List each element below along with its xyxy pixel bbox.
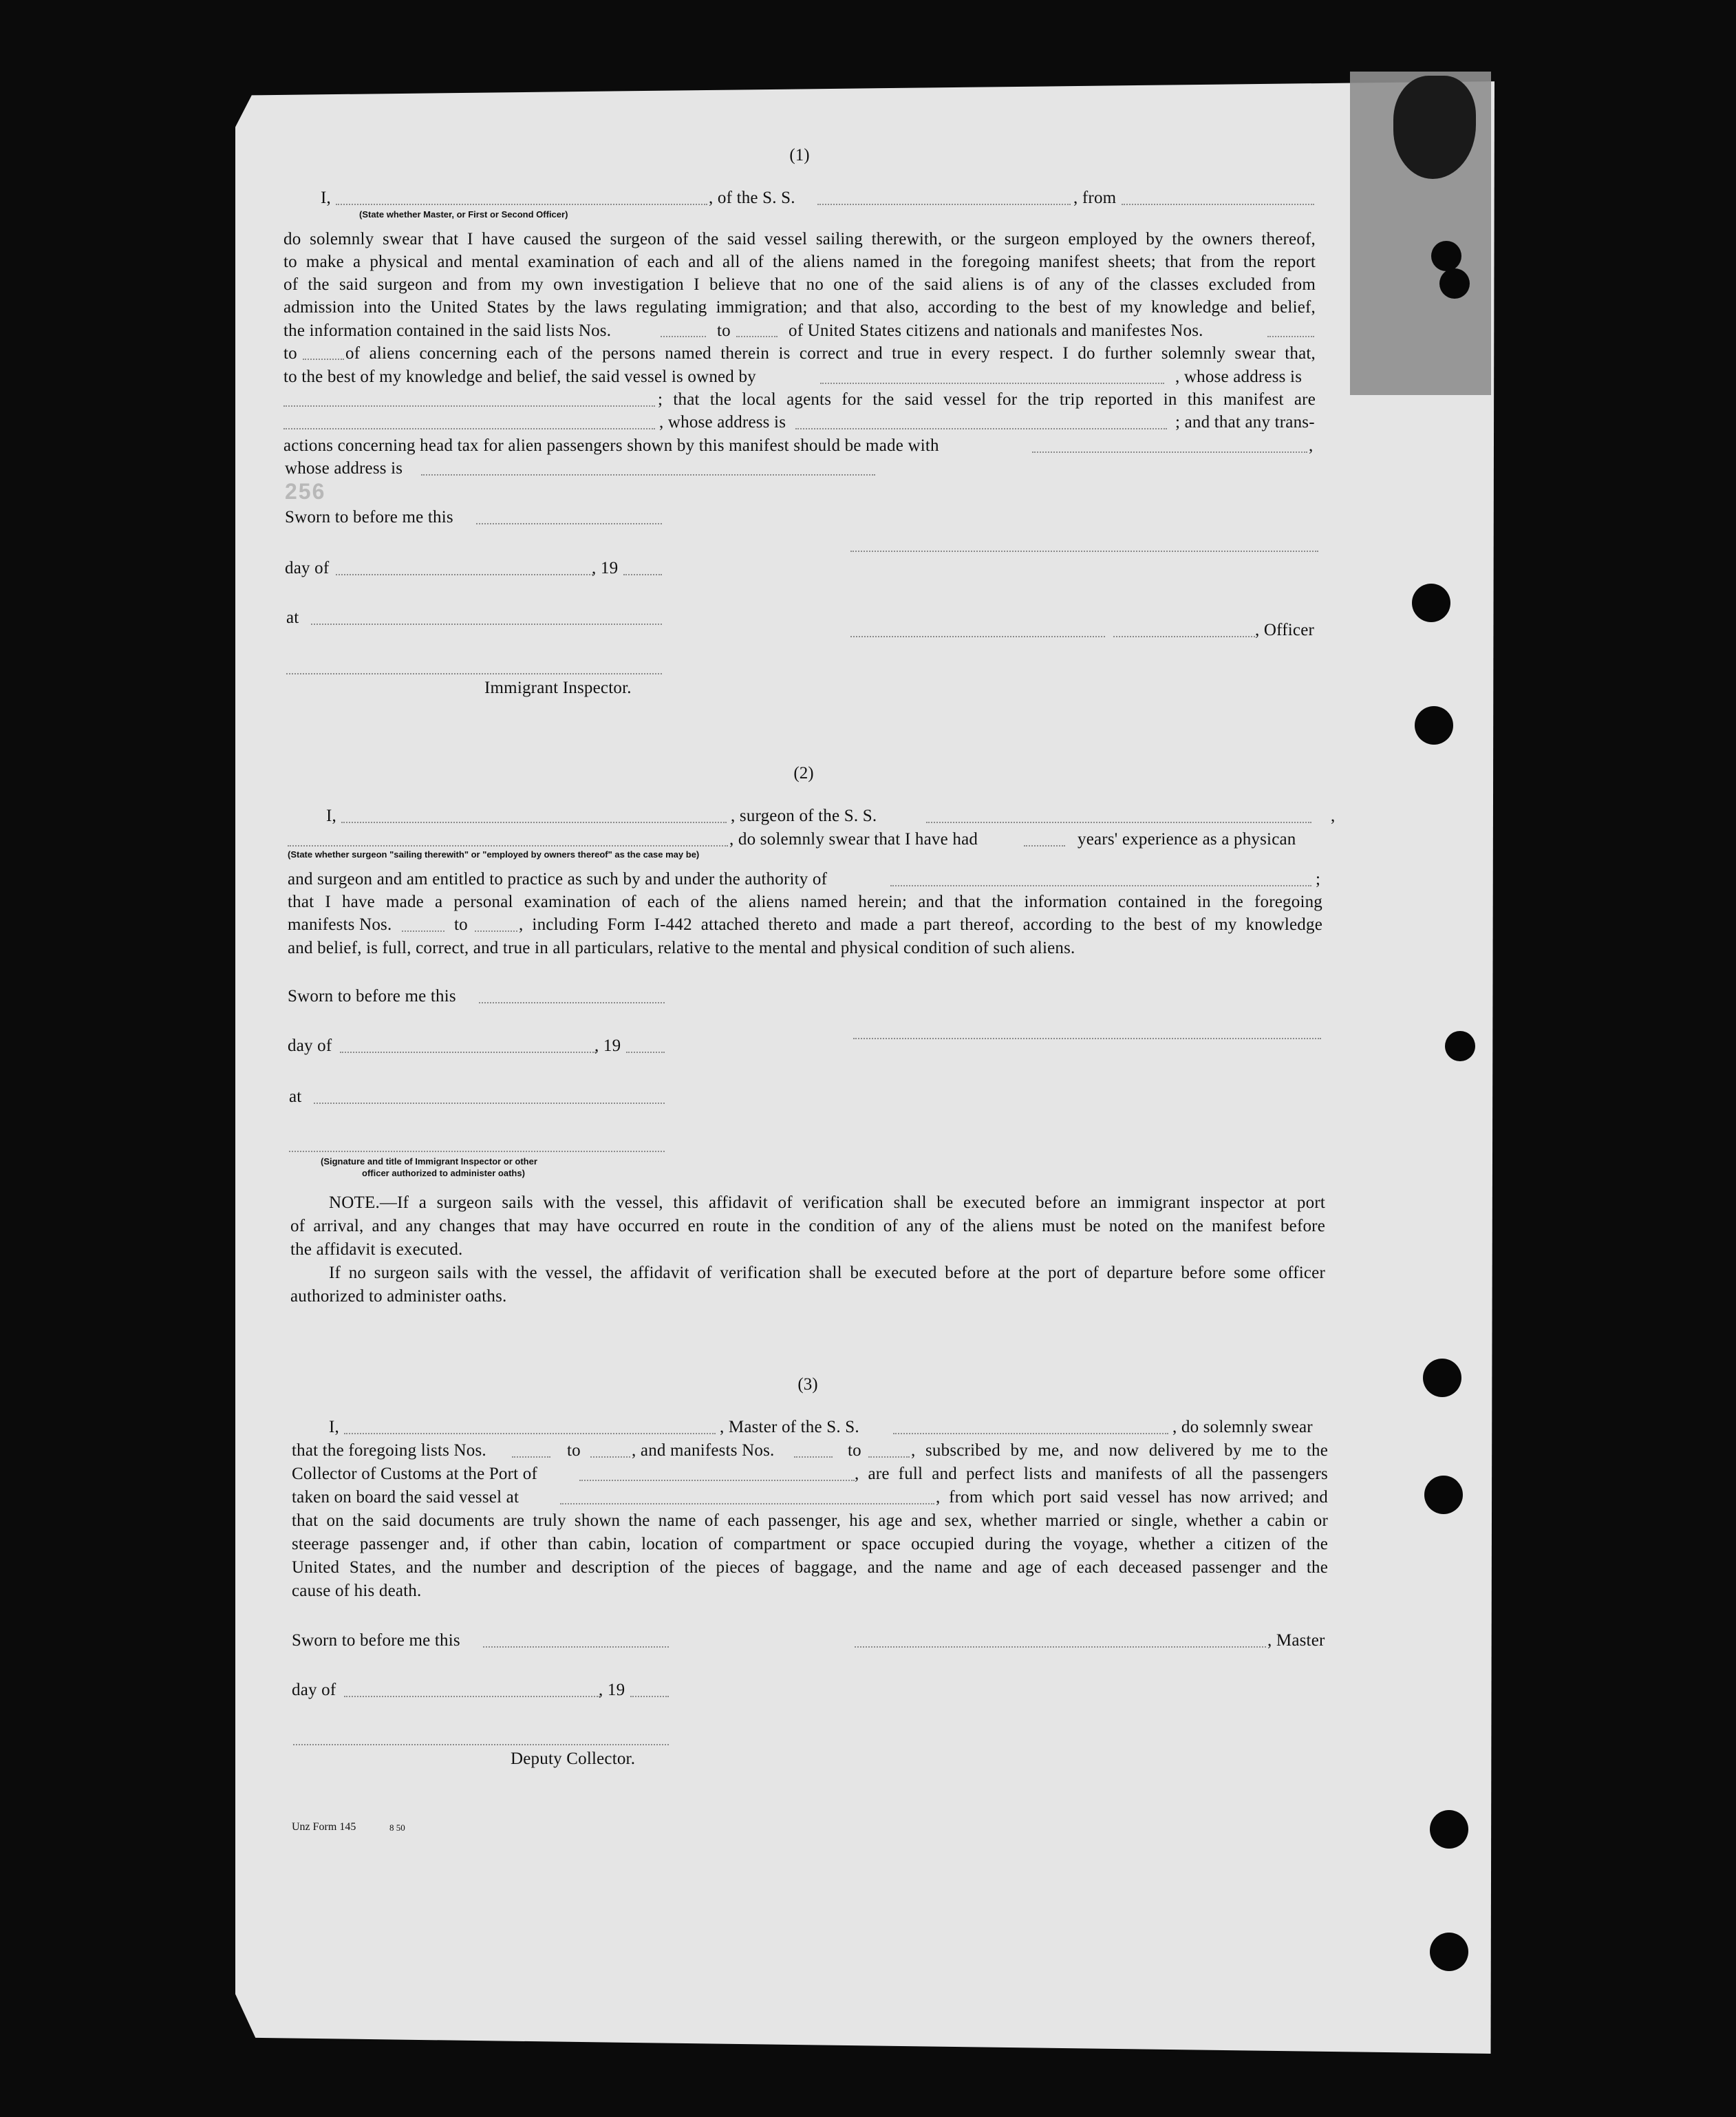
- s2-19: , 19: [594, 1036, 621, 1055]
- s2-surgeon: , surgeon of the S. S.: [731, 807, 877, 825]
- s3-swear: , do solemnly swear: [1172, 1418, 1313, 1436]
- s1-year-line: [623, 574, 662, 575]
- s1-head-tax: actions concerning head tax for alien passengers shown by this manifest should be made with: [283, 436, 939, 455]
- document-page: [235, 67, 1494, 2054]
- s3-line4-b: , from which port said vessel has now arrived; and: [936, 1488, 1328, 1507]
- form-number: Unz Form 145: [292, 1821, 356, 1833]
- s3-line3-a: Collector of Customs at the Port of: [292, 1465, 537, 1483]
- s2-sig-note-2: officer authorized to administer oaths): [362, 1168, 525, 1178]
- s1-body-2: to make a physical and mental examination of each and all of the aliens named in the foregoing manifest sheets; that from the report: [283, 253, 1316, 271]
- s1-info-b: to: [717, 321, 731, 340]
- s3-line2-b: to: [567, 1441, 581, 1460]
- s3-vessel-port-line: [560, 1503, 934, 1504]
- punch-hole: [1431, 241, 1461, 271]
- s3-line2-a: that the foregoing lists Nos.: [292, 1441, 486, 1460]
- s3-line2-c: , and manifests Nos.: [632, 1441, 775, 1460]
- s1-sworn-line: [476, 523, 662, 524]
- s2-years-line: [1024, 845, 1065, 847]
- s3-master-label: , Master: [1267, 1631, 1325, 1650]
- s3-year-line: [630, 1696, 669, 1697]
- s3-body-2: steerage passenger and, if other than cabin, location of compartment or space occupied during the voyage, whether a citizen of the: [292, 1535, 1328, 1553]
- s1-officer-line-b: [1113, 636, 1255, 637]
- s1-19: , 19: [592, 559, 619, 577]
- s1-manifest-to-line: [303, 359, 344, 360]
- s3-manifest-no-line: [794, 1456, 833, 1458]
- s1-from: , from: [1073, 189, 1117, 207]
- s1-to-a: to: [283, 344, 297, 363]
- section-3-number: (3): [797, 1375, 818, 1394]
- s3-list-no-line: [512, 1456, 550, 1458]
- s1-of-ss: , of the S. S.: [709, 189, 795, 207]
- s3-body-4: cause of his death.: [292, 1582, 422, 1600]
- s1-info-a: the information contained in the said lists Nos.: [283, 321, 612, 340]
- page-number-stamp: 256: [285, 479, 326, 504]
- s2-line2-a: , do solemnly swear that I have had: [729, 830, 978, 849]
- s1-list-to-line: [736, 336, 778, 337]
- s2-sworn-line: [479, 1002, 665, 1003]
- s1-day-of: day of: [285, 559, 330, 577]
- punch-hole: [1423, 1359, 1461, 1397]
- note-p2-line2: authorized to administer oaths.: [290, 1287, 507, 1306]
- s2-line5-a: manifests Nos.: [288, 915, 392, 934]
- s2-line5-c: , including Form I-442 attached thereto and made a part thereof, according to the best of my knowledge: [519, 915, 1322, 934]
- s2-line6: and belief, is full, correct, and true in all particulars, relative to the mental and physical condition of such aliens.: [288, 939, 1075, 957]
- s2-I: I,: [326, 807, 336, 825]
- punch-hole: [1445, 1031, 1475, 1061]
- s2-line5-b: to: [454, 915, 468, 934]
- section-1-number: (1): [789, 146, 810, 164]
- s3-line3-b: , are full and perfect lists and manifests of all the passengers: [855, 1465, 1328, 1483]
- s3-master-sig-line: [855, 1646, 1266, 1648]
- s1-whose-b: ; and that any trans-: [1175, 413, 1315, 432]
- s3-list-to-line: [590, 1456, 630, 1458]
- s1-comma: ,: [1309, 436, 1314, 455]
- punch-hole: [1415, 706, 1453, 745]
- s3-deputy-line: [293, 1744, 669, 1745]
- s2-name-line: [341, 822, 727, 823]
- s3-sworn-line: [483, 1646, 669, 1648]
- note-p1-line2: of arrival, and any changes that may have occurred en route in the condition of any of the aliens must be noted on the manifest before: [290, 1217, 1325, 1235]
- s1-owner-line: [820, 383, 1164, 384]
- s1-manifest-no-line: [1267, 336, 1314, 337]
- s1-master-note: (State whether Master, or First or Second Officer): [359, 209, 568, 220]
- s2-manifest-to-line: [475, 930, 517, 932]
- s2-line2-b: years' experience as a physican: [1078, 830, 1296, 849]
- note-p2-line1: If no surgeon sails with the vessel, the affidavit of verification shall be executed before at the port of departure before some officer: [329, 1264, 1325, 1282]
- s1-ss-line: [817, 204, 1071, 205]
- s3-ss-line: [893, 1433, 1168, 1434]
- s1-I: I,: [321, 189, 331, 207]
- s1-body-3: of the said surgeon and from my own investigation I believe that no one of the said aliens is of any of the classes excluded from: [283, 275, 1316, 294]
- s1-sworn: Sworn to before me this: [285, 508, 453, 526]
- s3-master: , Master of the S. S.: [720, 1418, 859, 1436]
- s1-day-line: [336, 574, 593, 575]
- s2-signature-line: [853, 1038, 1321, 1039]
- s3-line2-d: to: [848, 1441, 861, 1460]
- s1-at: at: [286, 608, 299, 627]
- s1-inspector-line: [286, 673, 662, 674]
- punch-hole: [1412, 584, 1450, 622]
- s1-name-line: [336, 204, 707, 205]
- s3-manifest-to-line: [868, 1456, 910, 1458]
- s3-day-of: day of: [292, 1681, 336, 1699]
- punch-hole: [1439, 268, 1470, 299]
- s1-body-4: admission into the United States by the laws regulating immigration; and that also, according to the best of my knowledge and belief,: [283, 298, 1316, 317]
- s1-body-1: do solemnly swear that I have caused the surgeon of the said vessel sailing therewith, or the surgeon employed by the owners thereof,: [283, 230, 1316, 248]
- s3-I: I,: [329, 1418, 339, 1436]
- s3-day-line: [344, 1696, 600, 1697]
- s1-to-b: of aliens concerning each of the persons named therein is correct and true in every respect. I do further solemnly swear that,: [345, 344, 1316, 363]
- s3-body-1: that on the said documents are truly shown the name of each passenger, his age and sex, whether married or single, whether a cabin or: [292, 1511, 1328, 1530]
- punch-hole: [1424, 1476, 1463, 1514]
- s1-whose-a: , whose address is: [659, 413, 786, 432]
- s3-name-line: [344, 1433, 716, 1434]
- s3-body-3: United States, and the number and description of the pieces of baggage, and the name and age of each deceased passenger and the: [292, 1558, 1328, 1577]
- punch-hole: [1430, 1933, 1468, 1971]
- s2-role-line: [288, 845, 728, 847]
- s2-semicolon: ;: [1316, 870, 1321, 889]
- s1-whose-last: whose address is: [285, 459, 403, 478]
- s1-owned-a: to the best of my knowledge and belief, the said vessel is owned by: [283, 368, 756, 386]
- s2-authority-line: [890, 885, 1311, 886]
- s3-port-line: [579, 1480, 855, 1481]
- s1-agent-address-line: [795, 428, 1167, 429]
- s3-sworn: Sworn to before me this: [292, 1631, 460, 1650]
- s1-address-line: [283, 405, 655, 407]
- s2-at-line: [314, 1103, 665, 1104]
- s1-owned-b: , whose address is: [1175, 368, 1303, 386]
- note-p1-line1: NOTE.—If a surgeon sails with the vessel, this affidavit of verification shall be executed before an immigrant inspector at port: [329, 1193, 1325, 1212]
- s2-manifest-no-line: [402, 930, 444, 932]
- s2-day-of: day of: [288, 1036, 332, 1055]
- s1-head-tax-line: [1032, 451, 1307, 453]
- s2-surgeon-note: (State whether surgeon "sailing therewith" or "employed by owners thereof" as the case may be): [288, 849, 700, 860]
- s2-comma: ,: [1331, 807, 1336, 825]
- s1-from-line: [1122, 204, 1314, 205]
- s1-info-c: of United States citizens and nationals and manifestes Nos.: [789, 321, 1203, 340]
- punch-hole: [1430, 1810, 1468, 1849]
- s2-line4: that I have made a personal examination of each of the aliens named herein; and that the information contained in the foregoing: [288, 893, 1322, 911]
- s3-deputy: Deputy Collector.: [511, 1749, 636, 1768]
- s1-agents: ; that the local agents for the said vessel for the trip reported in this manifest are: [658, 390, 1316, 409]
- s1-last-address-line: [421, 474, 875, 476]
- s2-at: at: [289, 1087, 302, 1106]
- s3-19: , 19: [599, 1681, 625, 1699]
- s2-sworn: Sworn to before me this: [288, 987, 456, 1006]
- s3-line2-e: , subscribed by me, and now delivered by me to the: [911, 1441, 1328, 1460]
- s1-officer-line-a: [850, 636, 1105, 637]
- s2-ss-line: [926, 822, 1311, 823]
- s1-at-line: [311, 624, 662, 625]
- s1-agents-line: [283, 428, 655, 429]
- s1-signature-line: [850, 551, 1318, 552]
- s2-sig-note-1: (Signature and title of Immigrant Inspector or other: [321, 1156, 537, 1167]
- s2-year-line: [626, 1052, 665, 1053]
- section-2-number: (2): [793, 764, 814, 783]
- note-p1-line3: the affidavit is executed.: [290, 1240, 463, 1259]
- s1-officer: , Officer: [1255, 621, 1315, 639]
- s3-line4-a: taken on board the said vessel at: [292, 1488, 519, 1507]
- s2-inspector-line: [289, 1151, 665, 1152]
- s1-inspector: Immigrant Inspector.: [484, 679, 632, 697]
- s1-list-no-line: [661, 336, 706, 337]
- s2-day-line: [340, 1052, 596, 1053]
- s2-line3: and surgeon and am entitled to practice as such by and under the authority of: [288, 870, 828, 889]
- form-code: 8 50: [389, 1822, 405, 1833]
